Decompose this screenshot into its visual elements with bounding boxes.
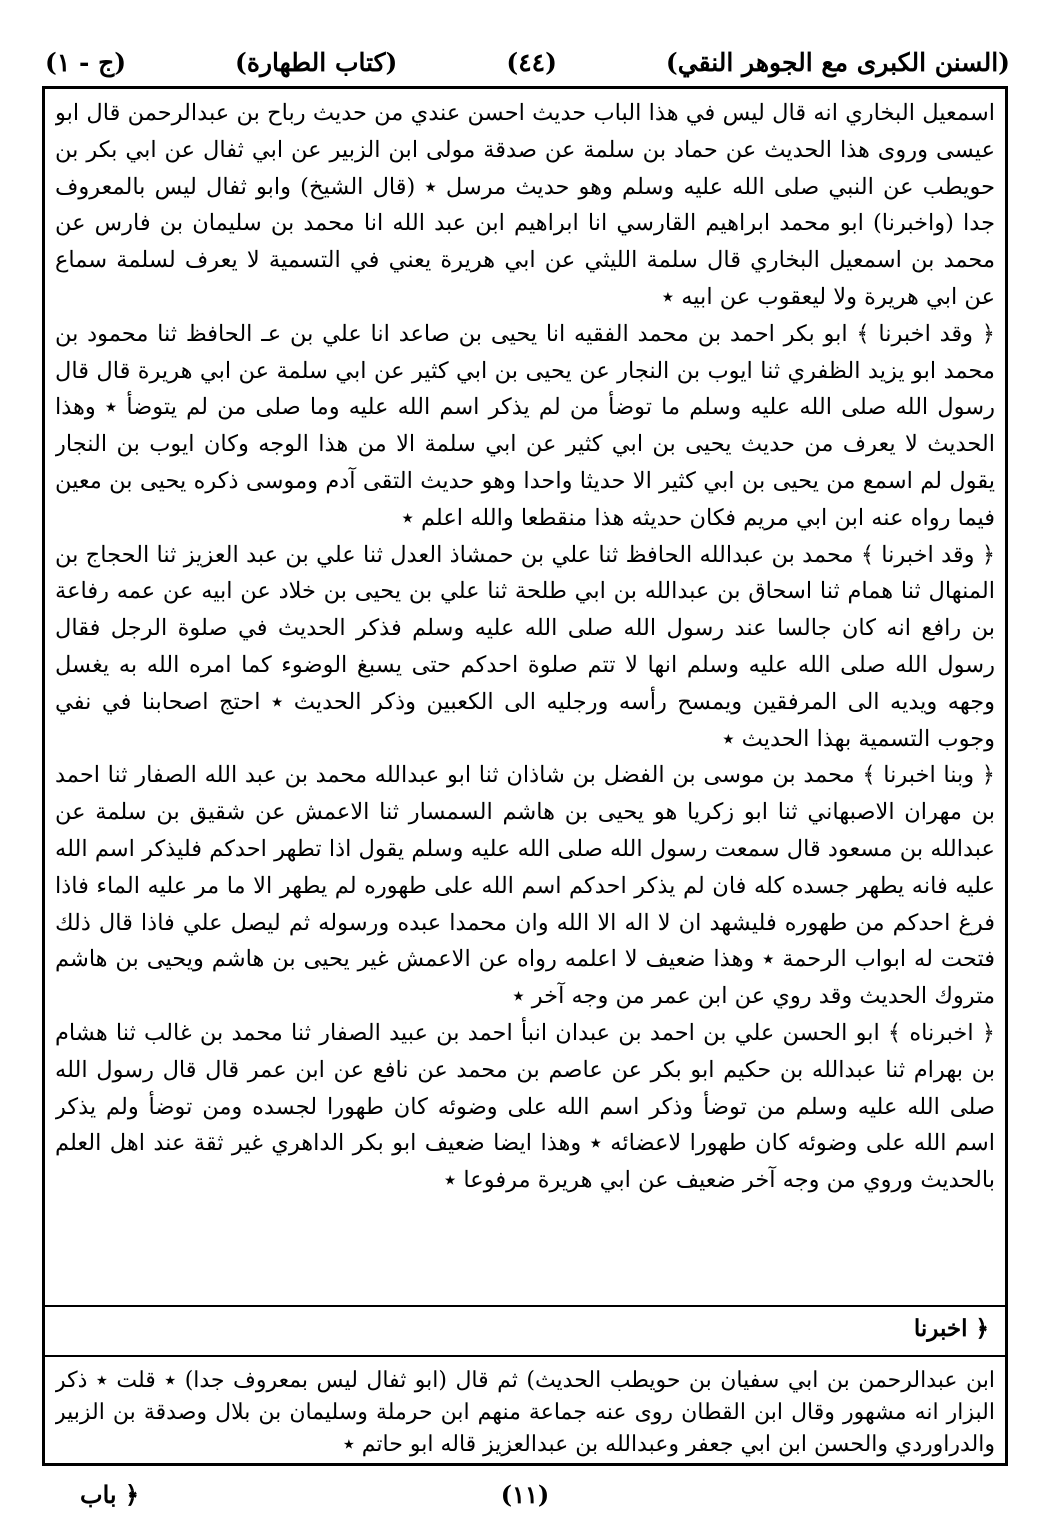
divider-rule [45, 1305, 1005, 1307]
page-frame [42, 86, 1008, 1466]
footnote-paragraph: ابن عبدالرحمن بن ابي سفيان بن حويطب الحديث) ثم قال (ابو ثفال ليس بمعروف جدا) ٭ قلت ٭ ذكر البزار انه مشهور وقال ابن القطان روى عنه جماعة منهم ابن حرملة وسليمان بن بلال وصدقة بن الزبير والدراوردي والحسن ابن ابي جعفر وعبدالله بن عبدالعزيز قاله ابو حاتم ٭ [55, 1368, 995, 1457]
page-footer [60, 1480, 990, 1520]
chapter-title: (كتاب الطهارة) [235, 48, 398, 77]
paragraph: اسمعيل البخاري انه قال ليس في هذا الباب حديث احسن عندي من حديث رباح بن عبدالرحمن قال ابو عيسى وروى هذا الحديث عن حماد بن سلمة عن صدقة مولى ابن الزبير عن ابي ثفال عن ابي بكر بن حويطب عن النبي صلى الله عليه وسلم وهو حديث مرسل ٭ (قال الشيخ) وابو ثفال ليس بالمعروف جدا (واخبرنا) ابو محمد ابراهيم القارسي انا ابراهيم ابن عبد الله انا محمد بن سليمان بن فارس عن محمد بن اسمعيل البخاري قال سلمة الليثي عن ابي هريرة يعني في التسمية لا يعرف لسلمة سماع عن ابي هريرة ولا ليعقوب عن ابيه ٭ [55, 100, 995, 310]
paragraph: ﴿ وبنا اخبرنا ﴾ محمد بن موسى بن الفضل بن شاذان ثنا ابو عبدالله محمد بن عبد الله الصفار ثنا احمد بن مهران الاصبهاني ثنا ابو زكريا هو يحيى بن هاشم السمسار ثنا الاعمش عن شقيق بن سلمة عن عبدالله بن مسعود قال سمعت رسول الله صلى الله عليه وسلم يقول اذا تطهر احدكم فليذكر اسم الله عليه فانه يطهر جسده كله فان لم يذكر احدكم اسم الله على طهوره لم يطهر الا ما مر عليه الماء فاذا فرغ احدكم من طهوره فليشهد ان لا اله الا الله وان محمدا عبده ورسوله ثم ليصل علي فاذا قال ذلك فتحت له ابواب الرحمة ٭ وهذا ضعيف لا اعلمه رواه عن الاعمش غير يحيى بن هاشم ويحيى بن هاشم متروك الحديث وقد روي عن ابن عمر من وجه آخر ٭ [55, 762, 995, 1010]
volume-label: (ج - ١) [45, 48, 127, 77]
footnote-reference: ﴿ اخبرنا [913, 1315, 989, 1342]
header-page-number: (٤٤) [506, 48, 557, 77]
paragraph: ﴿ وقد اخبرنا ﴾ ابو بكر احمد بن محمد الفقيه انا يحيى بن صاعد انا علي بن عـ الحافظ ثنا محمود بن محمد ابو يزيد الظفري ثنا ايوب بن النجار عن يحيى بن ابي كثير عن ابي سلمة عن ابي هريرة قال قال رسول الله صلى الله عليه وسلم ما توضأ من لم يذكر اسم الله عليه وما صلى من لم يتوضأ ٭ وهذا الحديث لا يعرف من حديث يحيى بن ابي كثير عن ابي سلمة الا من هذا الوجه وكان ايوب بن النجار يقول لم اسمع من يحيى بن ابي كثير الا حديثا واحدا وهو حديث التقى آدم وموسى ذكره يحيى بن معين فيما رواه عنه ابن ابي مريم فكان حديثه هذا منقطعا والله اعلم ٭ [55, 320, 995, 531]
footer-page-number: (١١) [500, 1480, 550, 1509]
book-title: (السنن الكبرى مع الجوهر النقي) [665, 48, 1010, 77]
paragraph: ﴿ اخبرناه ﴾ ابو الحسن علي بن احمد بن عبدان انبأ احمد بن عبيد الصفار ثنا محمد بن غالب ثنا هشام بن بهرام ثنا عبدالله بن حكيم ابو بكر عن عاصم بن محمد عن نافع عن ابن عمر قال قال رسول الله صلى الله عليه وسلم من توضأ وذكر اسم الله على وضوئه كان طهورا لجسده ومن توضأ ولم يذكر اسم الله على وضوئه كان طهورا لاعضائه ٭ وهذا ايضا ضعيف ابو بكر الداهري غير ثقة عند اهل العلم بالحديث وروي من وجه آخر ضعيف عن ابي هريرة مرفوعا ٭ [55, 1019, 995, 1194]
page-header [45, 40, 1010, 85]
main-text [55, 95, 995, 1303]
footnote-divider-rule [45, 1355, 1005, 1357]
catchword: ﴿ باب [80, 1480, 140, 1509]
paragraph: ﴿ وقد اخبرنا ﴾ محمد بن عبدالله الحافظ ثنا علي بن حمشاذ العدل ثنا علي بن عبد العزيز ثنا الحجاج بن المنهال ثنا همام ثنا اسحاق بن عبدالله بن ابي طلحة ثنا علي بن يحيى بن خلاد عن ابيه عن عمه رفاعة بن رافع انه كان جالسا عند رسول الله صلى الله عليه وسلم فذكر الحديث في صلوة الرجل فقال رسول الله صلى الله عليه وسلم انها لا تتم صلوة احدكم حتى يسبغ الوضوء كما امره الله به يغسل وجهه ويديه الى المرفقين ويمسح رأسه ورجليه الى الكعبين وذكر الحديث ٭ احتج اصحابنا في نفي وجوب التسمية بهذا الحديث ٭ [55, 541, 995, 752]
footnote-text [55, 1365, 995, 1463]
